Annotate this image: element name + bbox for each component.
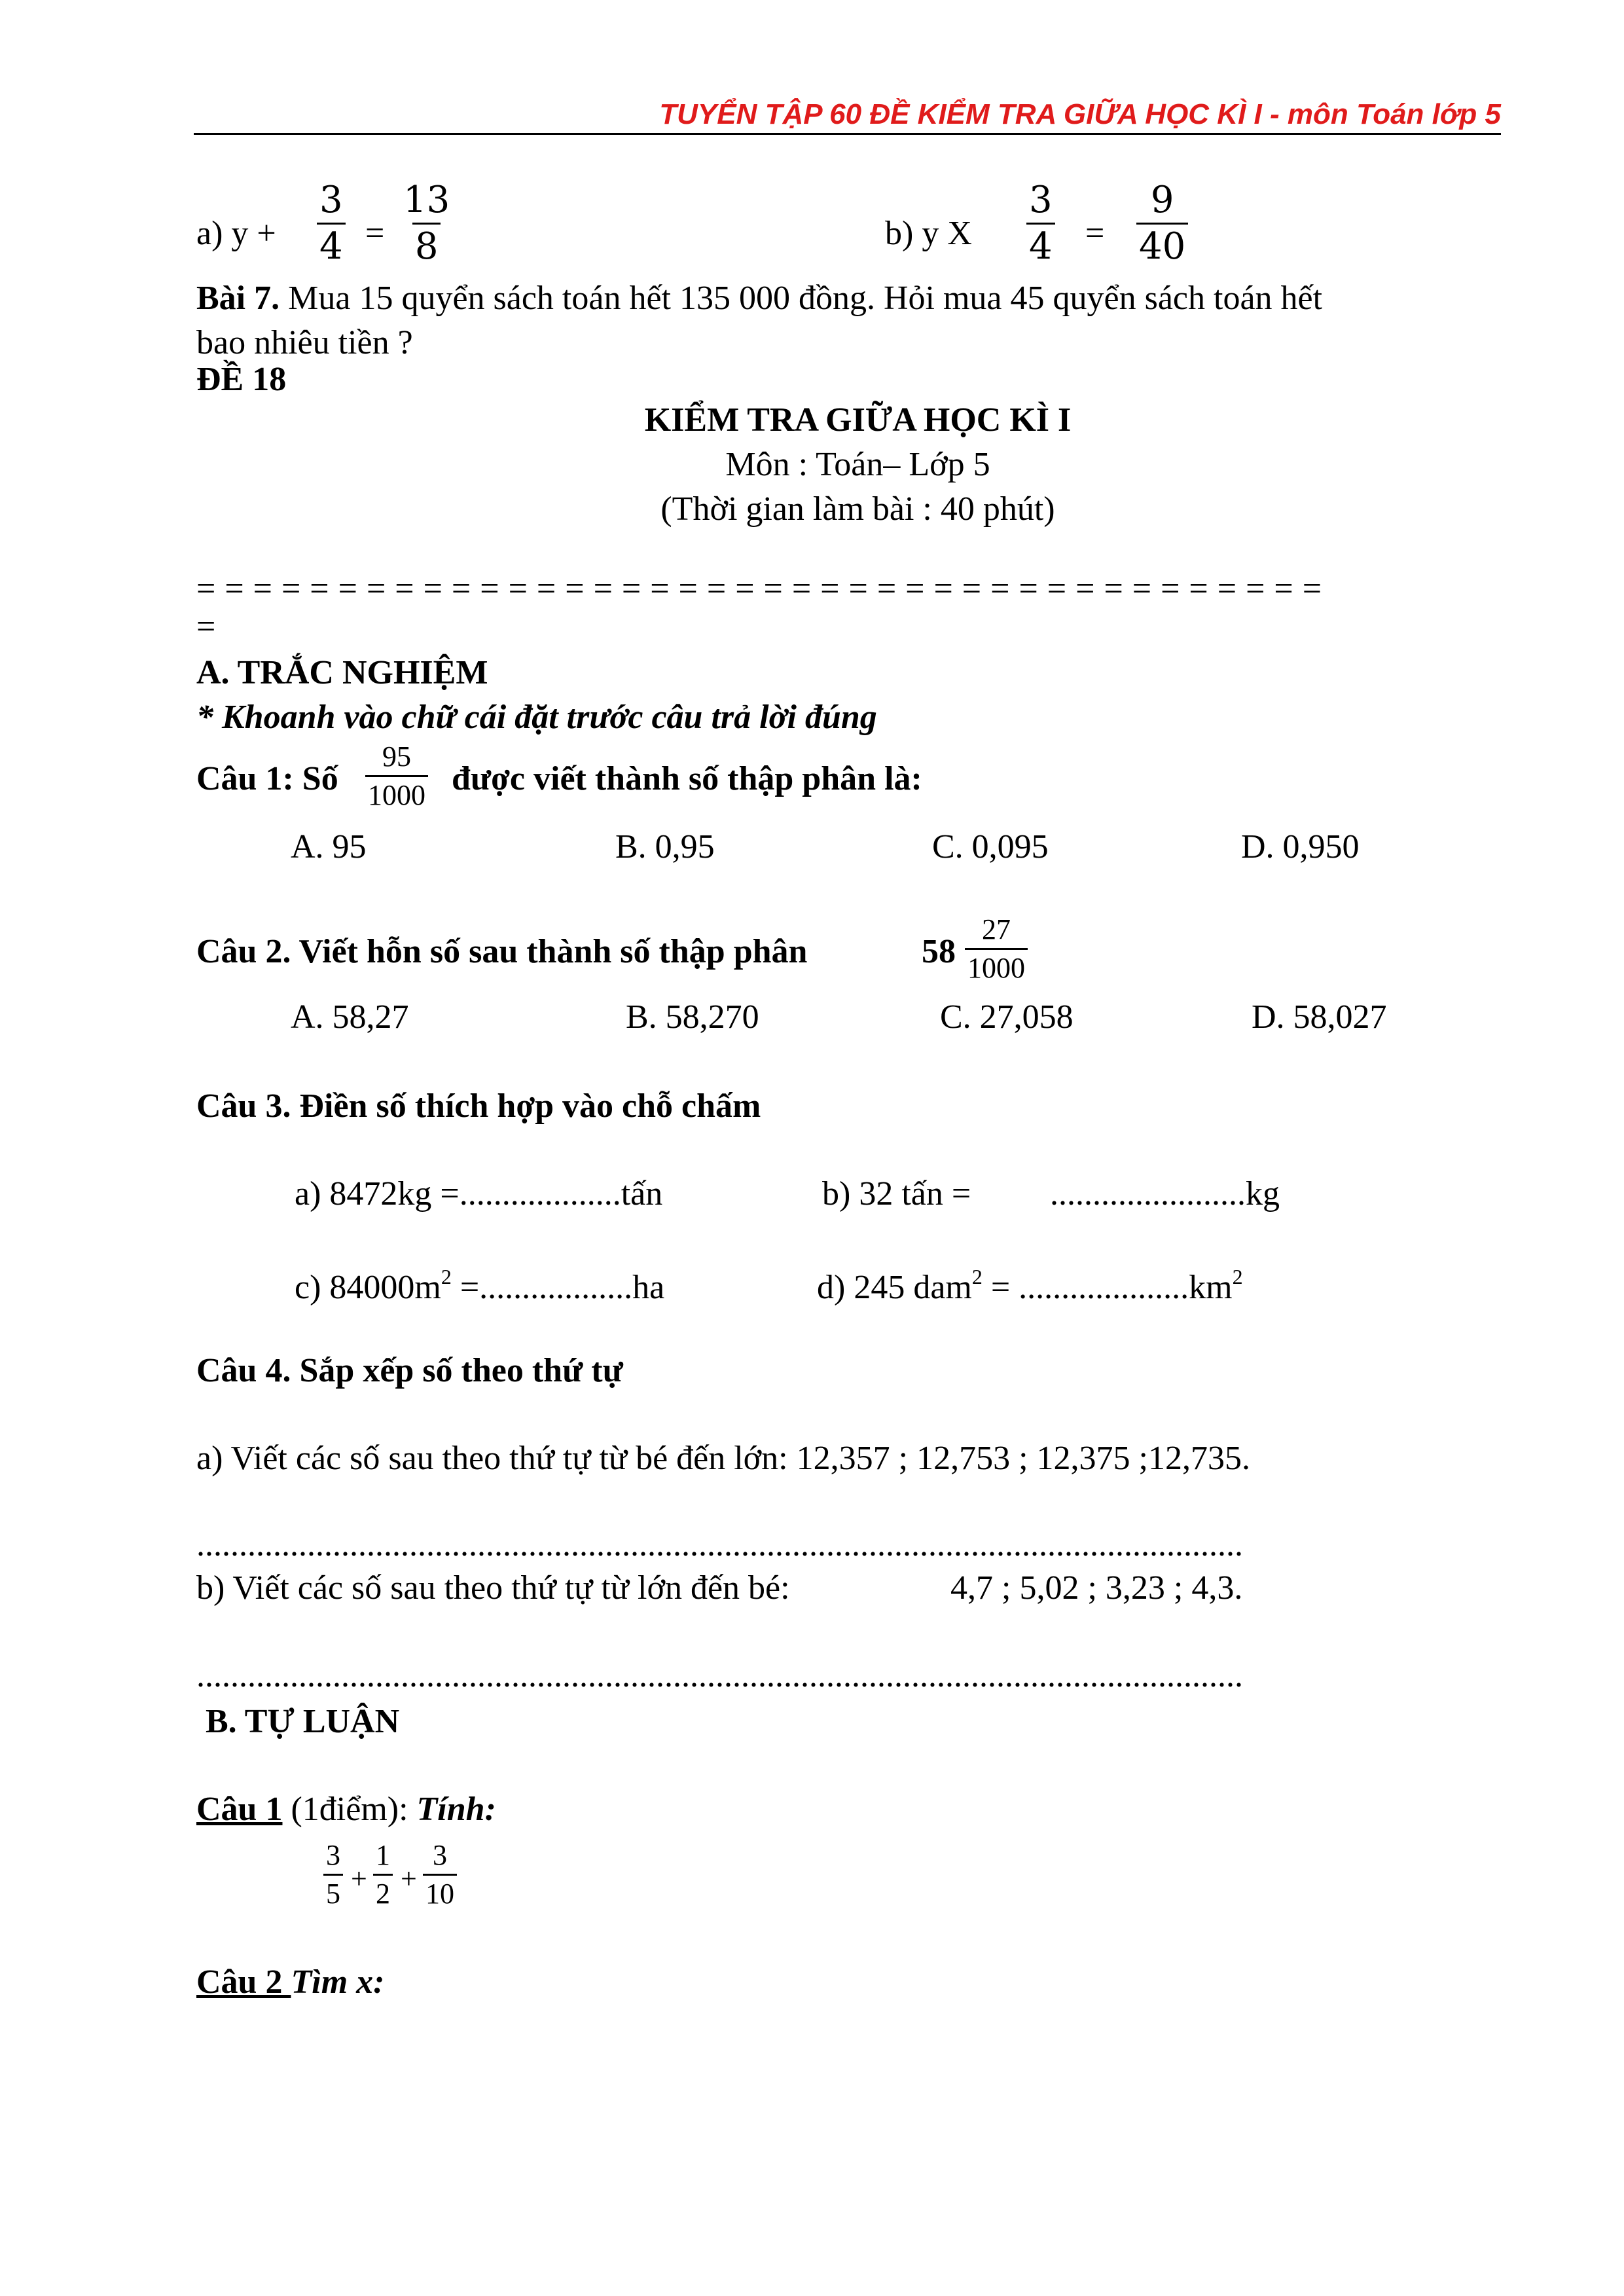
section-b-title: B. TỰ LUẬN	[206, 1703, 400, 1740]
fraction-numerator: 3	[319, 179, 343, 221]
q1-option-a[interactable]: A. 95	[291, 828, 367, 866]
fraction-numerator: 13	[403, 179, 450, 221]
q3-part-a: a) 8472kg =...................tấn	[295, 1175, 663, 1212]
fraction-denominator: 1000	[365, 775, 428, 810]
fraction-numerator: 3	[433, 1839, 447, 1871]
problem-a-result	[401, 179, 452, 268]
q3-part-b-right: .......................kg	[1050, 1175, 1280, 1212]
q3-part-d-post: = ....................km	[982, 1269, 1233, 1306]
q3-part-c-pre: c) 84000m	[295, 1269, 441, 1306]
b-q1-label: Câu 1	[196, 1791, 283, 1828]
fraction-numerator: 3	[326, 1839, 340, 1871]
q2-option-b[interactable]: B. 58,270	[626, 998, 759, 1036]
q3-part-d-pre: d) 245 dam	[817, 1269, 972, 1306]
fraction-denominator: 10	[423, 1874, 457, 1908]
fraction-numerator: 27	[982, 913, 1011, 945]
superscript: 2	[441, 1265, 452, 1288]
plus-sign: +	[351, 1863, 367, 1895]
q4-part-b-answer-line[interactable]: ...........................................................................................................................	[196, 1657, 1243, 1694]
fraction-denominator: 4	[317, 223, 346, 265]
problem-b-equals: =	[1085, 215, 1105, 252]
q2-option-c[interactable]: C. 27,058	[940, 998, 1074, 1036]
separator-tail: =	[196, 608, 216, 646]
fraction-numerator: 3	[1029, 179, 1053, 221]
bai7-line2: bao nhiêu tiền ?	[196, 324, 413, 361]
q3-part-d	[817, 1266, 1243, 1305]
fraction-denominator: 2	[373, 1874, 393, 1908]
bai7-line1	[196, 282, 1322, 316]
b-q1-fraction-1	[323, 1841, 343, 1908]
problem-b-fraction	[1026, 179, 1055, 268]
fraction-denominator: 8	[412, 223, 441, 265]
bai7-text: Mua 15 quyển sách toán hết 135 000 đồng. Hỏi mua 45 quyển sách toán hết	[280, 280, 1323, 317]
b-q1-fraction-2	[373, 1841, 393, 1908]
fraction-numerator: 95	[382, 740, 411, 773]
q1-option-c[interactable]: C. 0,095	[932, 828, 1049, 866]
exam-title: KIỂM TRA GIỮA HỌC KÌ I	[644, 401, 1072, 439]
q1-suffix: được viết thành số thập phân là:	[452, 760, 922, 797]
exam-number: ĐỀ 18	[196, 361, 287, 398]
fraction-denominator: 40	[1136, 223, 1188, 265]
q3-title: Câu 3. Điền số thích hợp vào chỗ chấm	[196, 1087, 761, 1125]
fraction-numerator: 9	[1150, 179, 1174, 221]
plus-sign: +	[401, 1863, 417, 1895]
q2-prefix: Câu 2. Viết hỗn số sau thành số thập phân	[196, 933, 808, 970]
b-q1-task: Tính:	[416, 1791, 496, 1828]
bai7-label: Bài 7.	[196, 280, 280, 317]
q1-option-b[interactable]: B. 0,95	[615, 828, 715, 866]
section-a-title: A. TRẮC NGHIỆM	[196, 654, 488, 691]
problem-b-result	[1136, 179, 1188, 268]
fraction-denominator: 4	[1026, 223, 1055, 265]
section-a-instruction: * Khoanh vào chữ cái đặt trước câu trả lời đúng	[196, 699, 877, 736]
q2-fraction	[965, 915, 1028, 983]
b-q1-points: (1điểm):	[282, 1791, 417, 1828]
problem-a-fraction	[317, 179, 346, 268]
problem-a-equals: =	[365, 215, 385, 252]
q4-part-a-answer-line[interactable]: ...........................................................................................................................	[196, 1526, 1243, 1563]
q4-part-a: a) Viết các số sau theo thứ tự từ bé đến lớn: 12,357 ; 12,753 ; 12,375 ;12,735.	[196, 1440, 1250, 1477]
fraction-denominator: 1000	[965, 948, 1028, 983]
superscript: 2	[971, 1265, 983, 1288]
header-rule	[194, 133, 1501, 135]
fraction-denominator: 5	[323, 1874, 343, 1908]
superscript: 2	[1232, 1265, 1243, 1288]
exam-subject: Môn : Toán– Lớp 5	[725, 446, 990, 483]
b-q2-heading	[196, 1965, 384, 1999]
exam-time: (Thời gian làm bài : 40 phút)	[660, 490, 1055, 528]
q4-part-b-left: b) Viết các số sau theo thứ tự từ lớn đến bé:	[196, 1569, 790, 1607]
q1-fraction	[365, 742, 428, 810]
q4-part-b-right: 4,7 ; 5,02 ; 3,23 ; 4,3.	[950, 1569, 1243, 1607]
q2-option-d[interactable]: D. 58,027	[1252, 998, 1387, 1036]
q4-title: Câu 4. Sắp xếp số theo thứ tự	[196, 1352, 623, 1389]
q3-part-c	[295, 1266, 664, 1305]
q2-whole: 58	[922, 933, 956, 970]
b-q2-task: Tìm x:	[291, 1963, 385, 2001]
q3-part-b-left: b) 32 tấn =	[822, 1175, 971, 1212]
q1-prefix: Câu 1: Số	[196, 760, 338, 797]
q1-option-d[interactable]: D. 0,950	[1241, 828, 1360, 866]
b-q1-heading	[196, 1793, 496, 1827]
page-header: TUYỂN TẬP 60 ĐỀ KIỂM TRA GIỮA HỌC KÌ I - môn Toán lớp 5	[659, 98, 1501, 130]
q2-option-a[interactable]: A. 58,27	[291, 998, 409, 1036]
problem-a-label: a) y +	[196, 215, 276, 252]
q3-part-c-post: =..................ha	[451, 1269, 665, 1306]
b-q2-label: Câu 2	[196, 1963, 291, 2001]
problem-b-label: b) y X	[885, 215, 972, 252]
fraction-numerator: 1	[376, 1839, 390, 1871]
b-q1-fraction-3	[423, 1841, 457, 1908]
separator-line: = = = = = = = = = = = = = = = = = = = = = = = = = = = = = = = = = = = = = = = =	[196, 570, 1322, 608]
